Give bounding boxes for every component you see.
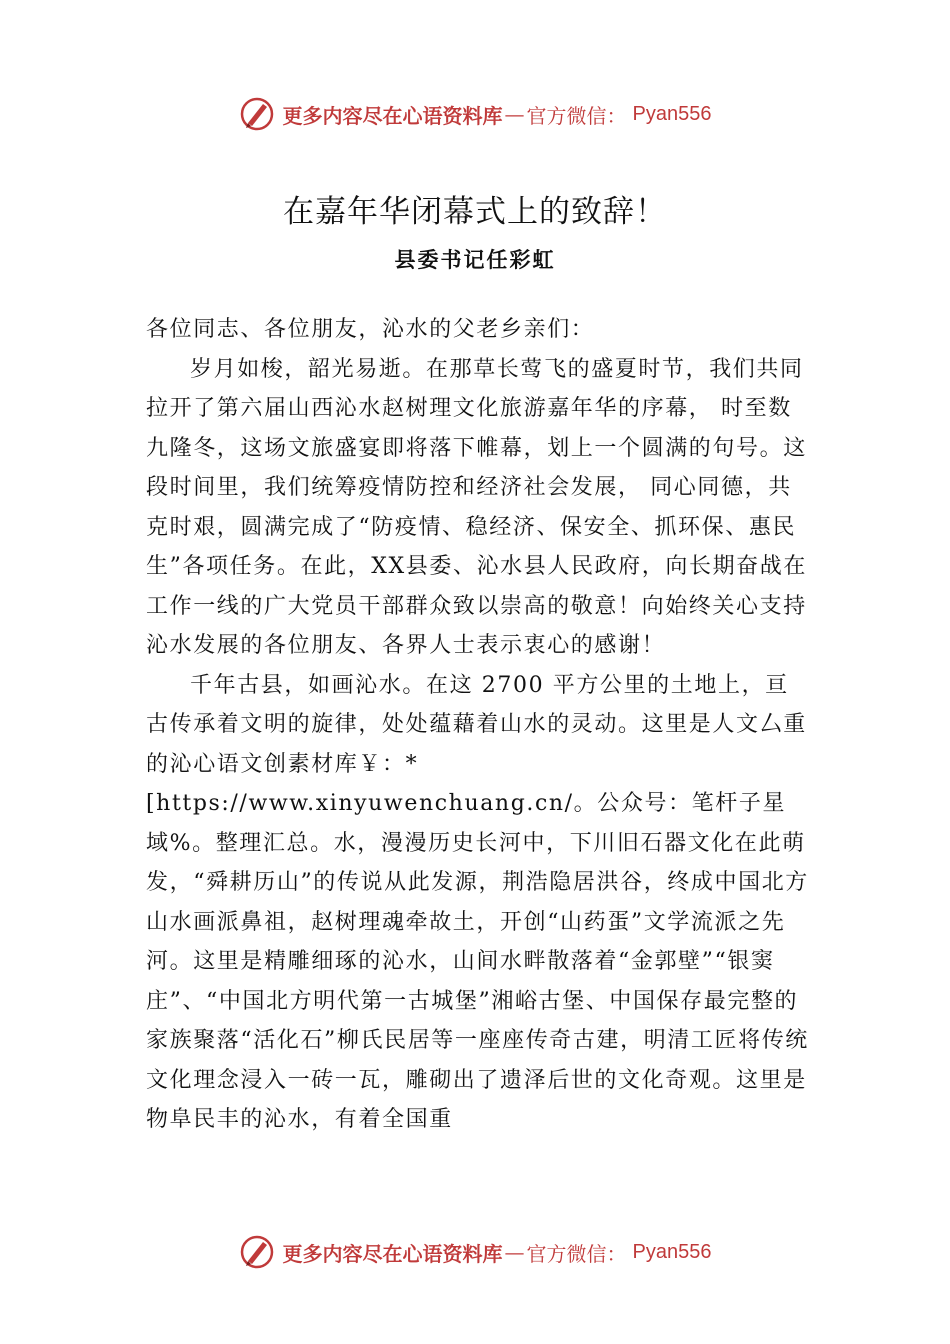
banner-wechat-id: Pyan556	[632, 1240, 712, 1263]
document-author: 县委书记任彩虹	[394, 247, 556, 272]
banner-brand-text: 更多内容尽在心语资料库	[282, 103, 503, 128]
document-title: 在嘉年华闭幕式上的致辞！	[283, 194, 667, 230]
banner-wechat-id: Pyan556	[632, 102, 712, 125]
banner-separator: —	[504, 102, 525, 126]
paragraph: 岁月如梭，韶光易逝。在那草长莺飞的盛夏时节，我们共同拉开了第六届山西沁水赵树理文化旅游嘉年华的序幕， 时至数九隆冬，这场文旅盛宴即将落下帷幕，划上一个圆满的句号。这段时间里，我们统筹疫情防控和经济社会发展， 同心同德，共克时艰，圆满完成了“防疫情、稳经济、保安全、抓环保、惠民生”各项任务。在此，XX县委、沁水县人民政府，向长期奋战在工作一线的广大党员干部群众致以崇高的敬意！向始终关心支持沁水发展的各位朋友、各界人士表示衷心的感谢！	[146, 356, 807, 658]
paragraph: 千年古县，如画沁水。在这 2700 平方公里的土地上，亘古传承着文明的旋律，处处蕴藉着山水的灵动。这里是人文厶重的沁心语文创素材库￥：*[https://www.xinyuwenchuang.cn/。公众号：笔杆子星域%。整理汇总。水，漫漫历史长河中，下川旧石器文化在此萌发，“舜耕历山”的传说从此发源，荆浩隐居洪谷，终成中国北方山水画派鼻祖，赵树理魂牵故土，开创“山药蛋”文学流派之先河。这里是精雕细琢的沁水，山间水畔散落着“金郭壁”“银窦庄”、“中国北方明代第一古城堡”湘峪古堡、中国保存最完整的家族聚落“活化石”柳氏民居等一座座传奇古建，明清工匠将传统文化理念浸入一砖一瓦，雕砌出了遗泽后世的文化奇观。这里是物阜民丰的沁水，有着全国重	[146, 672, 809, 1132]
footer-watermark-banner	[0, 1232, 950, 1272]
salutation: 各位同志、各位朋友，沁水的父老乡亲们：	[146, 317, 595, 342]
document-body	[146, 310, 812, 1140]
banner-wechat-label: 官方微信：	[526, 103, 627, 128]
banner-wechat-label: 官方微信：	[526, 1241, 627, 1266]
header-watermark-banner	[0, 94, 950, 134]
pen-logo-icon	[239, 1234, 275, 1270]
pen-logo-icon	[239, 96, 275, 132]
banner-separator: —	[504, 1240, 525, 1264]
banner-brand-text: 更多内容尽在心语资料库	[282, 1241, 503, 1266]
